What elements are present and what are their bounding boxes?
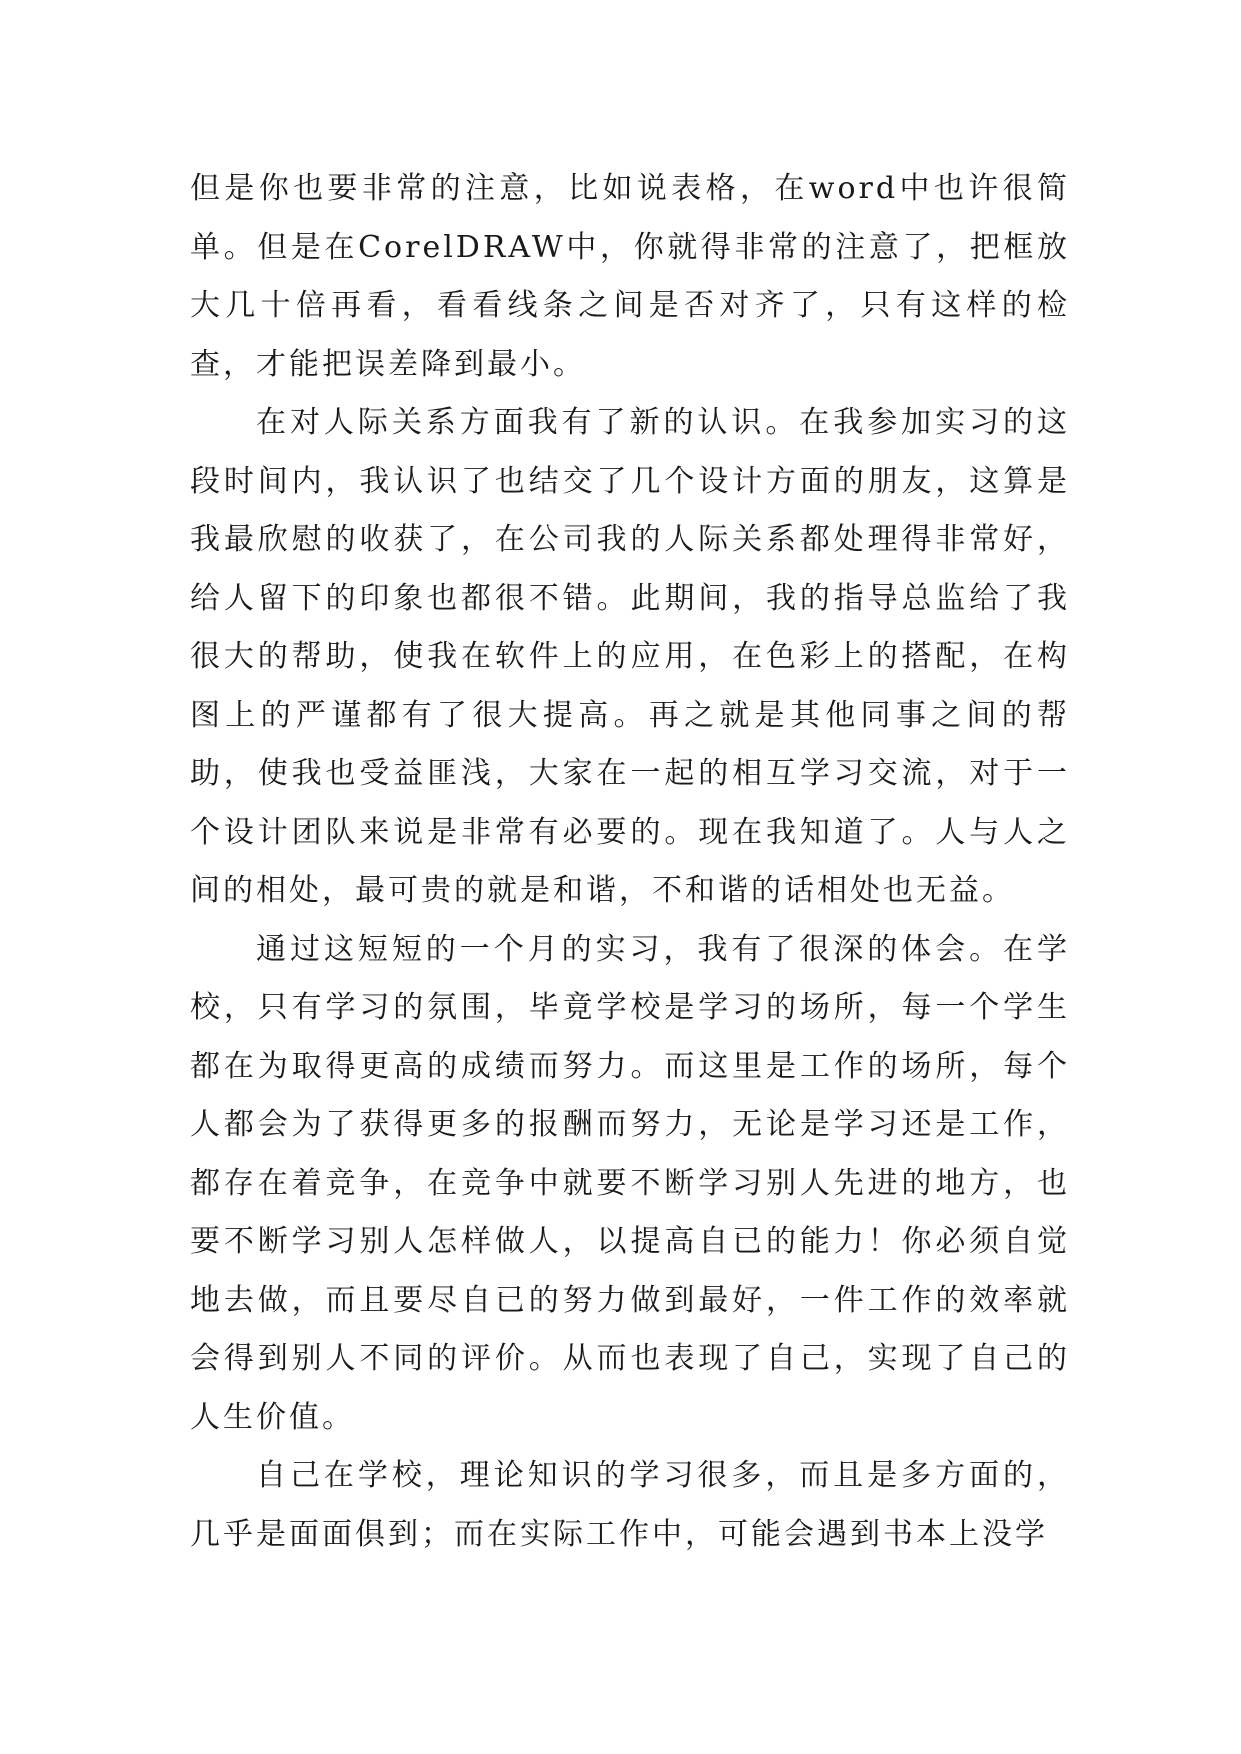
paragraph-theory-practice: 自己在学校，理论知识的学习很多，而且是多方面的，几乎是面面俱到；而在实际工作中，可能会遇到书本上没学 [190, 1458, 1070, 1552]
paragraph-interpersonal: 在对人际关系方面我有了新的认识。在我参加实习的这段时间内，我认识了也结交了几个设计方面的朋友，这算是我最欣慰的收获了，在公司我的人际关系都处理得非常好，给人留下的印象也都很不错。此期间，我的指导总监给了我很大的帮助，使我在软件上的应用，在色彩上的搭配，在构图上的严谨都有了很大提高。再之就是其他同事之间的帮助，使我也受益匪浅，大家在一起的相互学习交流，对于一个设计团队来说是非常有必要的。现在我知道了。人与人之间的相处，最可贵的就是和谐，不和谐的话相处也无益。 [190, 405, 1070, 908]
document-body [190, 160, 1070, 1564]
paragraph-internship-reflection: 通过这短短的一个月的实习，我有了很深的体会。在学校，只有学习的氛围，毕竟学校是学习的场所，每一个学生都在为取得更高的成绩而努力。而这里是工作的场所，每个人都会为了获得更多的报酬而努力，无论是学习还是工作，都存在着竞争，在竞争中就要不断学习别人先进的地方，也要不断学习别人怎样做人，以提高自已的能力！你必须自觉地去做，而且要尽自已的努力做到最好，一件工作的效率就会得到别人不同的评价。从而也表现了自己，实现了自己的人生价值。 [190, 931, 1070, 1435]
paragraph-continuation: 但是你也要非常的注意，比如说表格，在word中也许很简单。但是在CorelDRAW中，你就得非常的注意了，把框放大几十倍再看，看看线条之间是否对齐了，只有这样的检查，才能把误差降到最小。 [190, 171, 1070, 382]
